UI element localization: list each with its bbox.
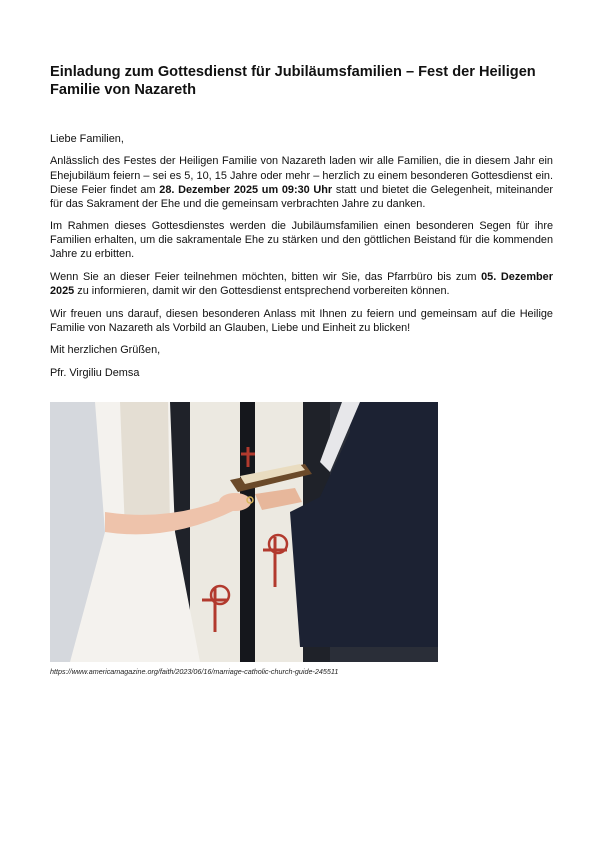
paragraph-closing-wish: Wir freuen uns darauf, diesen besonderen Anlass mit Ihnen zu feiern und gemeinsam auf die Heilige Familie von Nazareth als Vorbild an Glauben, Liebe und Einheit zu blicken! — [50, 307, 553, 334]
registration-text-2: zu informieren, damit wir den Gottesdienst entsprechend vorbereiten können. — [74, 285, 450, 298]
greeting: Liebe Familien, — [50, 133, 124, 145]
registration-deadline: 05. Dezember 2025 — [50, 270, 553, 298]
registration-text-1: Wenn Sie an dieser Feier teilnehmen möchten, bitten wir Sie, das Pfarrbüro bis zum — [50, 270, 482, 283]
document-title: Einladung zum Gottesdienst für Jubiläumsfamilien – Fest der Heiligen Familie von Nazareth — [50, 64, 536, 98]
paragraph-invitation — [50, 154, 553, 210]
invitation-text-2: statt und bietet die Gelegenheit, miteinander für das Sakrament der Ehe und die gemeinsam verbrachten Jahre zu danken. — [50, 183, 554, 210]
image-source-caption: https://www.americamagazine.org/faith/2023/06/16/marriage-catholic-church-guide-245511 — [50, 667, 339, 676]
signature: Pfr. Virgiliu Demsa — [50, 366, 140, 379]
paragraph-registration — [50, 270, 553, 298]
paragraph-blessing: Im Rahmen dieses Gottesdienstes werden die Jubiläumsfamilien einen besonderen Segen für ihre Familien erhalten, um die sakramentale Ehe zu stärken und den göttlichen Beistand für die kommenden Jahre zu erbitten. — [50, 220, 553, 261]
closing-salutation: Mit herzlichen Grüßen, — [50, 344, 161, 357]
letter-body — [50, 132, 553, 388]
wedding-ring-exchange-photo — [50, 402, 438, 662]
invitation-text-1: Anlässlich des Festes der Heiligen Familie von Nazareth laden wir alle Familien, die in diesem Jahr ein Ehejubiläum feiern – sei es 5, 10, 15 Jahre oder mehr – herzlich zu einem besonderen Gottesdienst ein. Diese Feier findet am — [50, 155, 553, 196]
event-date: 28. Dezember 2025 um 09:30 Uhr — [159, 183, 333, 196]
